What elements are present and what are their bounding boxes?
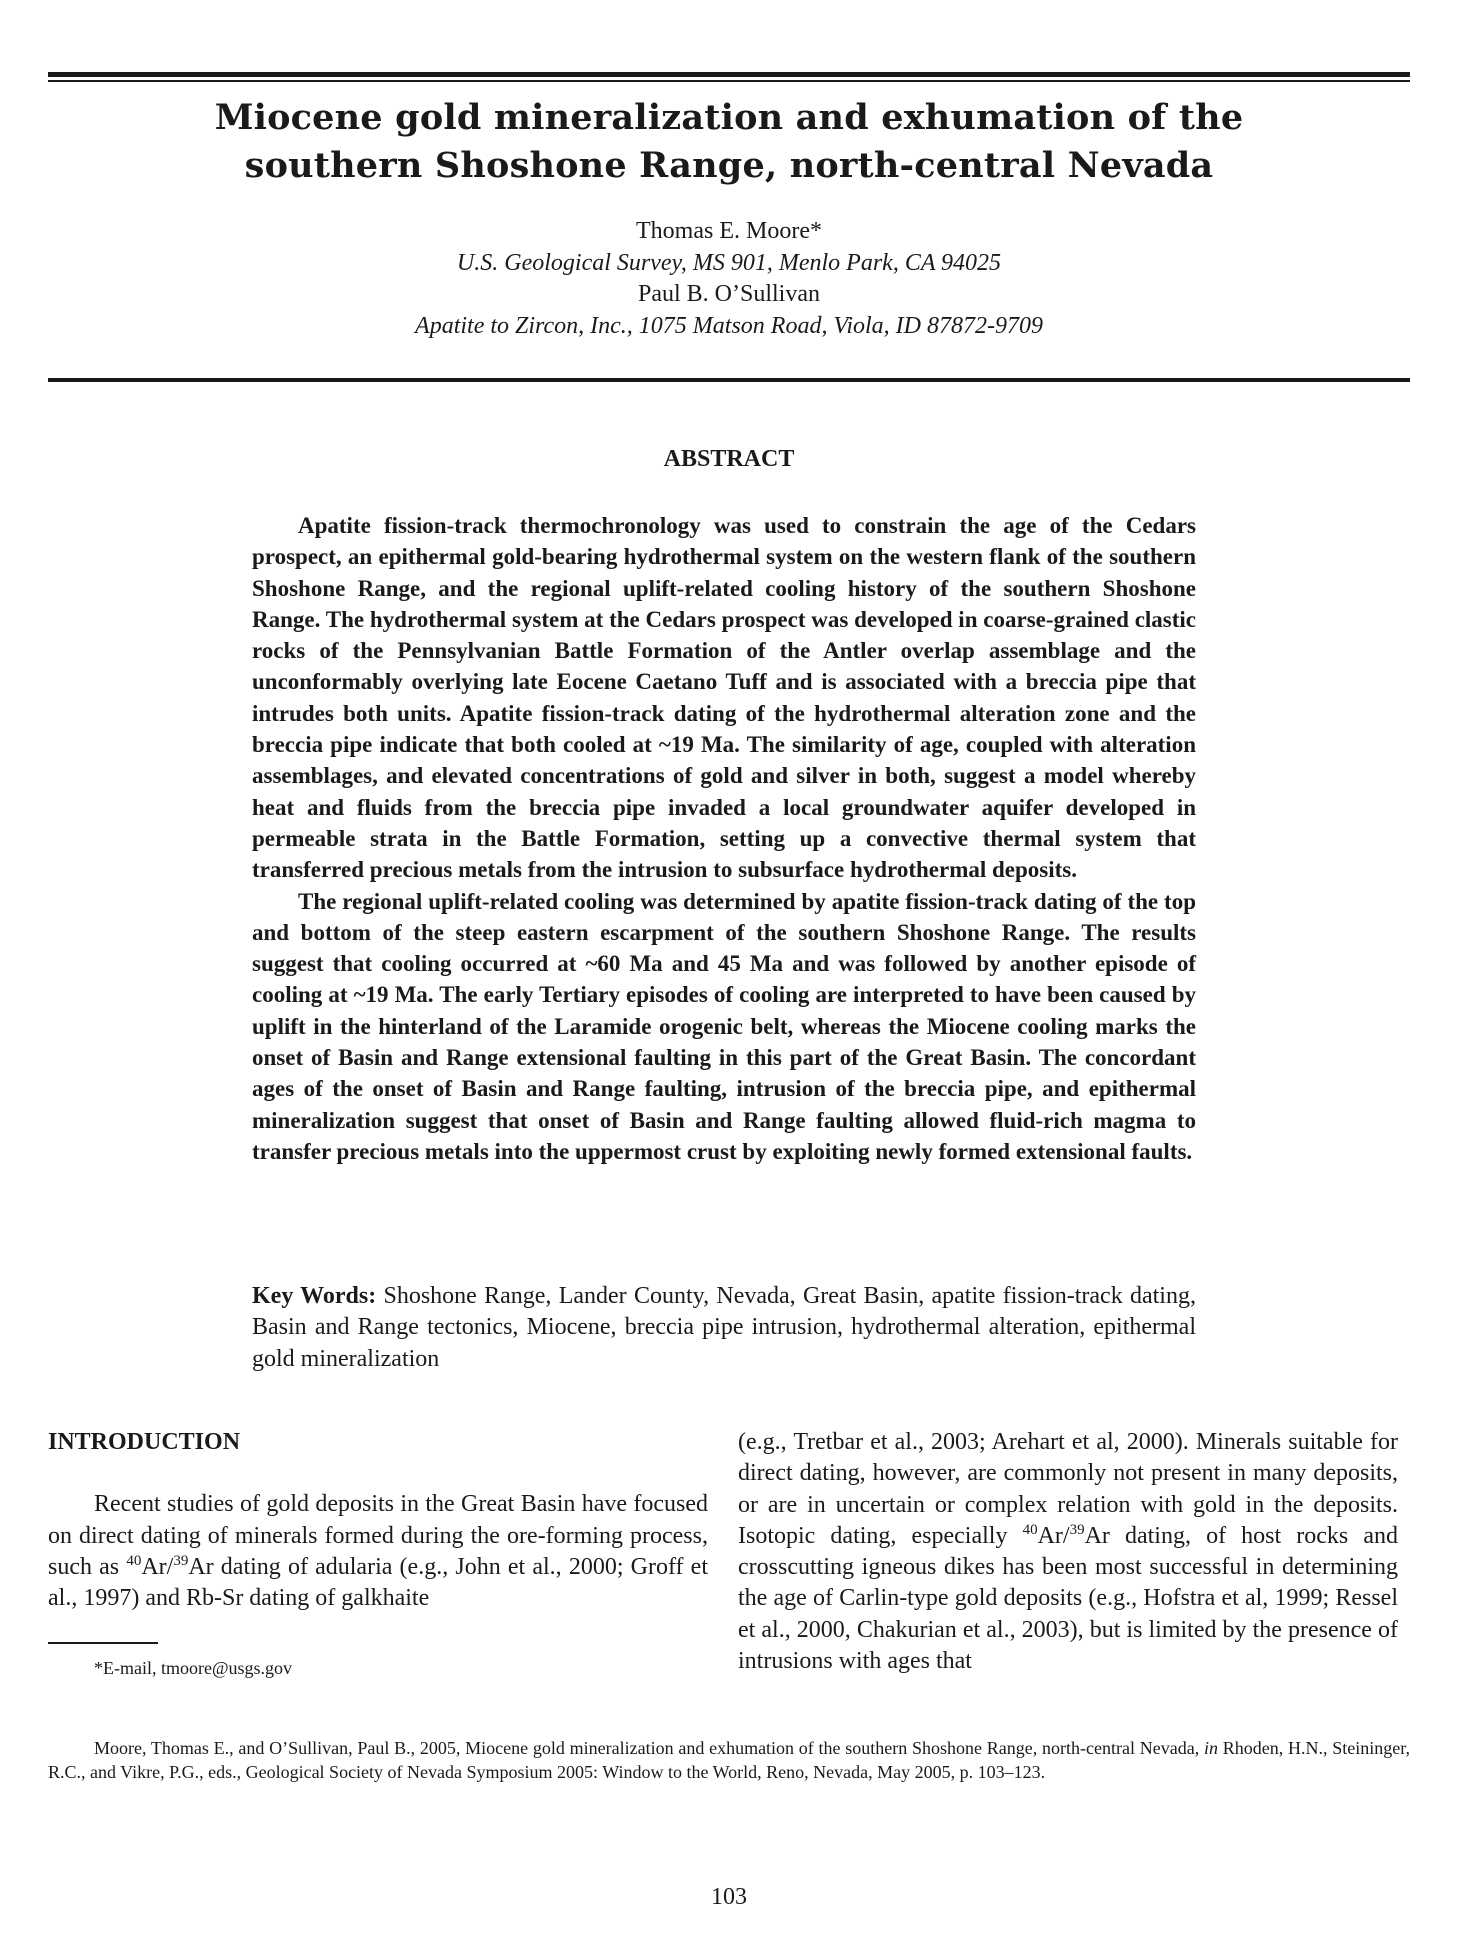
abstract-heading: ABSTRACT [663, 446, 795, 472]
title-line-1: Miocene gold mineralization and exhumation of the [214, 97, 1244, 138]
keywords [252, 1281, 1196, 1375]
body-text: Ar dating of adularia (e.g., John et al., 2000; Groff et al., 1997) and Rb-Sr dating of galkhaite [48, 1553, 709, 1612]
paper-title [48, 94, 1410, 190]
abstract-body [252, 510, 1196, 1167]
author-affiliation: U.S. Geological Survey, MS 901, Menlo Park, CA 94025 [456, 249, 1002, 276]
abstract-paragraph: Apatite fission-track thermochronology was used to constrain the age of the Cedars prospect, an epithermal gold-bearing hydrothermal system on the western flank of the southern Shoshone Range, and the regional uplift-related cooling history of the southern Shoshone Range. The hydrothermal system at the Cedars prospect was developed in coarse-grained clastic rocks of the Pennsylvanian Battle Formation of the Antler overlap assemblage and the unconformably overlying late Eocene Caetano Tuff and is associated with a breccia pipe that intrudes both units. Apatite fission-track dating of the hydrothermal alteration zone and the breccia pipe indicate that both cooled at ~19 Ma. The similarity of age, coupled with alteration assemblages, and elevated concentrations of gold and silver in both, suggest a model whereby heat and fluids from the breccia pipe invaded a local groundwater aquifer developed in permeable strata in the Battle Formation, setting up a convective thermal system that transferred precious metals from the intrusion to subsurface hydrothermal deposits. [252, 513, 1196, 883]
citation-text: Rhoden, H.N., Steininger, R.C., and Vikre, P.G., eds., Geological Society of Nevada Symposium 2005: Window to the World, Reno, Nevada, May 2005, p. 103–123. [48, 1738, 1410, 1782]
body-text: Ar/ [141, 1553, 174, 1580]
header-rule-thick [48, 72, 1410, 77]
author-name: Thomas E. Moore* [636, 218, 822, 244]
title-line-2: southern Shoshone Range, north-central Nevada [244, 145, 1214, 186]
author-name: Paul B. O’Sullivan [637, 281, 820, 307]
author-affiliation: Apatite to Zircon, Inc., 1075 Matson Road, Viola, ID 87872-9709 [415, 312, 1043, 339]
superscript: 39 [1069, 1521, 1085, 1538]
author-block [48, 216, 1410, 342]
footnote: *E-mail, tmoore@usgs.gov [94, 1658, 293, 1678]
body-text: Recent studies of gold deposits in the Great Basin have focused on direct dating of minerals formed during the ore-forming process, such as [48, 1491, 708, 1580]
superscript: 40 [1022, 1521, 1038, 1538]
body-text: Ar/ [1037, 1522, 1070, 1549]
body-text: (e.g., Tretbar et al., 2003; Arehart et al, 2000). Minerals suitable for direct dating, however, are commonly not present in many deposits, or are in uncertain or complex relation with gold in the deposits. Isotopic dating, especially [738, 1429, 1398, 1549]
abstract-paragraph: The regional uplift-related cooling was determined by apatite fission-track dating of the top and bottom of the steep eastern escarpment of the southern Shoshone Range. The results suggest that cooling occurred at ~60 Ma and 45 Ma and was followed by another episode of cooling at ~19 Ma. The early Tertiary episodes of cooling are interpreted to have been caused by uplift in the hinterland of the Laramide orogenic belt, whereas the Miocene cooling marks the onset of Basin and Range extensional faulting in this part of the Great Basin. The concordant ages of the onset of Basin and Range faulting, intrusion of the breccia pipe, and epithermal mineralization suggest that onset of Basin and Range faulting allowed fluid-rich magma to transfer precious metals into the uppermost crust by exploiting newly formed extensional faults. [252, 888, 1196, 1164]
column-left [48, 1427, 708, 1614]
citation-in: in [1203, 1738, 1218, 1758]
citation-text: Moore, Thomas E., and O’Sullivan, Paul B., 2005, Miocene gold mineralization and exhumation of the southern Shoshone Range, north-central Nevada, [94, 1738, 1204, 1758]
citation [48, 1737, 1410, 1784]
page-number: 103 [711, 1884, 747, 1910]
intro-paragraph [48, 1489, 708, 1614]
keywords-text: Shoshone Range, Lander County, Nevada, Great Basin, apatite fission-track dating, Basin and Range tectonics, Miocene, breccia pipe intrusion, hydrothermal alteration, epithermal gold mineralization [252, 1283, 1196, 1372]
intro-paragraph-continued [738, 1427, 1398, 1677]
header-divider [48, 378, 1410, 382]
column-right [738, 1427, 1398, 1677]
body-text: Ar dating, of host rocks and crosscutting igneous dikes has been most successful in determining the age of Carlin-type gold deposits (e.g., Hofstra et al, 1999; Ressel et al., 2000, Chakurian et al., 2003), but is limited by the presence of intrusions with ages that [738, 1522, 1398, 1675]
superscript: 39 [173, 1552, 189, 1569]
section-heading-introduction: INTRODUCTION [48, 1429, 241, 1455]
footnote-rule [48, 1642, 158, 1644]
superscript: 40 [126, 1552, 142, 1569]
header-rule-thin [48, 80, 1410, 82]
keywords-label: Key Words: [252, 1283, 377, 1309]
